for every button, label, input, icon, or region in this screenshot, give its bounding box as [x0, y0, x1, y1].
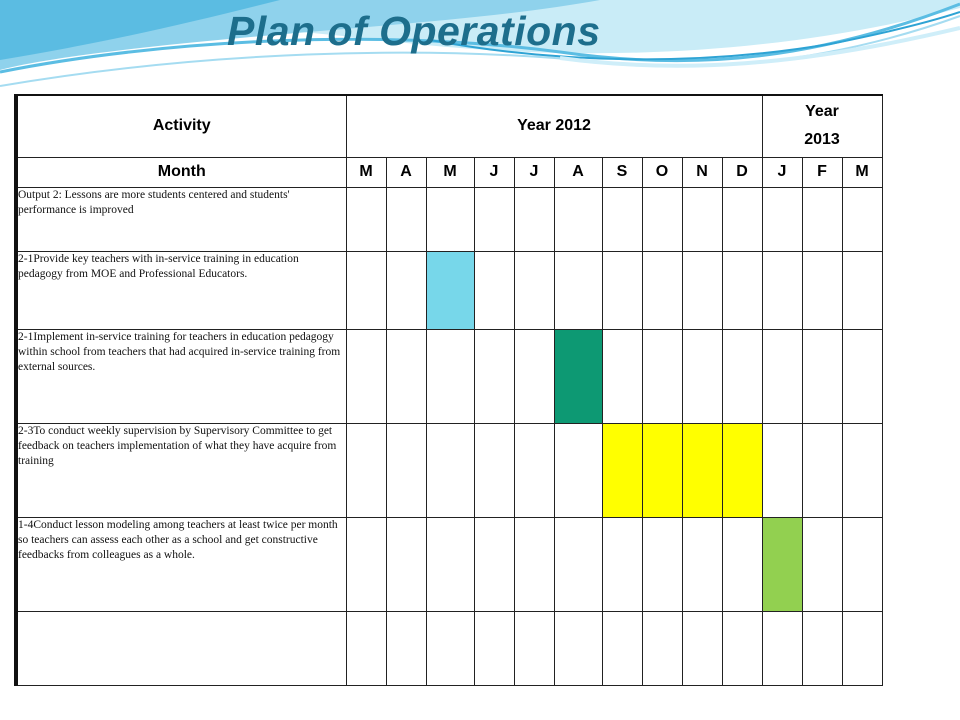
- month-cell: [346, 187, 386, 251]
- month-header-cell: M: [426, 157, 474, 187]
- month-cell: [554, 423, 602, 517]
- month-cell: [514, 423, 554, 517]
- month-header-cell: S: [602, 157, 642, 187]
- month-cell: [346, 517, 386, 611]
- month-cell: [514, 611, 554, 685]
- month-cell: [514, 251, 554, 329]
- scheduled-month-cell: [642, 423, 682, 517]
- scheduled-month-cell: [762, 517, 802, 611]
- month-header-cell: N: [682, 157, 722, 187]
- month-cell: [426, 611, 474, 685]
- month-cell: [554, 251, 602, 329]
- page-title: Plan of Operations: [227, 8, 601, 54]
- month-cell: [802, 187, 842, 251]
- activity-row: [16, 611, 882, 685]
- month-cell: [722, 251, 762, 329]
- month-cell: [554, 187, 602, 251]
- month-cell: [514, 187, 554, 251]
- month-cell: [842, 329, 882, 423]
- year-2013-label: Year: [805, 103, 839, 121]
- month-cell: [762, 329, 802, 423]
- scheduled-month-cell: [722, 423, 762, 517]
- month-cell: [642, 611, 682, 685]
- month-cell: [426, 517, 474, 611]
- month-cell: [602, 517, 642, 611]
- activity-cell: Output 2: Lessons are more students centered and students' performance is improved: [16, 187, 346, 251]
- plan-body: [16, 187, 882, 685]
- month-cell: [426, 329, 474, 423]
- year-2013-header: [762, 95, 882, 157]
- month-cell: [682, 611, 722, 685]
- month-cell: [386, 187, 426, 251]
- month-cell: [474, 251, 514, 329]
- month-cell: [842, 611, 882, 685]
- activity-cell: 2-1Implement in-service training for teachers in education pedagogy within school from teachers that had acquired in-service training from external sources.: [16, 329, 346, 423]
- month-header-cell: A: [386, 157, 426, 187]
- year-2013-value: 2013: [804, 131, 840, 149]
- year-header-row: [16, 95, 882, 157]
- year-2012-header: Year 2012: [346, 95, 762, 157]
- month-header-cell: J: [474, 157, 514, 187]
- month-cell: [682, 329, 722, 423]
- month-cell: [762, 187, 802, 251]
- scheduled-month-cell: [426, 251, 474, 329]
- month-cell: [554, 611, 602, 685]
- month-cell: [386, 517, 426, 611]
- month-header-cell: J: [514, 157, 554, 187]
- activity-row: [16, 187, 882, 251]
- month-cell: [346, 329, 386, 423]
- activity-cell: 2-1Provide key teachers with in-service training in education pedagogy from MOE and Professional Educators.: [16, 251, 346, 329]
- month-header-row: [16, 157, 882, 187]
- activity-row: [16, 517, 882, 611]
- activity-row: [16, 329, 882, 423]
- month-cell: [474, 611, 514, 685]
- month-cell: [682, 517, 722, 611]
- month-cell: [842, 517, 882, 611]
- month-cell: [426, 187, 474, 251]
- plan-table: [14, 94, 883, 686]
- month-cell: [842, 423, 882, 517]
- month-cell: [346, 251, 386, 329]
- scheduled-month-cell: [602, 423, 642, 517]
- activity-row: [16, 251, 882, 329]
- month-cell: [474, 423, 514, 517]
- month-cell: [554, 517, 602, 611]
- month-cell: [762, 611, 802, 685]
- month-cell: [722, 329, 762, 423]
- month-header-cell: M: [842, 157, 882, 187]
- activity-row: [16, 423, 882, 517]
- month-cell: [802, 251, 842, 329]
- month-cell: [602, 329, 642, 423]
- month-cell: [642, 329, 682, 423]
- month-cell: [386, 423, 426, 517]
- month-cell: [762, 423, 802, 517]
- month-cell: [514, 329, 554, 423]
- month-header-cell: J: [762, 157, 802, 187]
- month-cell: [602, 611, 642, 685]
- activity-cell: 2-3To conduct weekly supervision by Supervisory Committee to get feedback on teachers implementation of what they have acquire from training: [16, 423, 346, 517]
- month-cell: [722, 187, 762, 251]
- month-cell: [802, 517, 842, 611]
- month-cell: [514, 517, 554, 611]
- month-cell: [802, 329, 842, 423]
- month-cell: [386, 251, 426, 329]
- month-cell: [802, 611, 842, 685]
- activity-cell: 1-4Conduct lesson modeling among teachers at least twice per month so teachers can assess each other as a school and get constructive feedbacks from colleagues as a whole.: [16, 517, 346, 611]
- month-cell: [346, 423, 386, 517]
- month-cell: [386, 329, 426, 423]
- month-cell: [842, 187, 882, 251]
- month-header-cell: O: [642, 157, 682, 187]
- month-cell: [642, 517, 682, 611]
- month-cell: [474, 329, 514, 423]
- month-header-cell: D: [722, 157, 762, 187]
- scheduled-month-cell: [554, 329, 602, 423]
- month-cell: [722, 517, 762, 611]
- month-cell: [474, 187, 514, 251]
- month-header: Month: [16, 157, 346, 187]
- scheduled-month-cell: [682, 423, 722, 517]
- month-cell: [682, 187, 722, 251]
- month-cell: [682, 251, 722, 329]
- month-header-cell: A: [554, 157, 602, 187]
- month-cell: [386, 611, 426, 685]
- activity-cell: [16, 611, 346, 685]
- month-cell: [642, 187, 682, 251]
- month-cell: [426, 423, 474, 517]
- month-cell: [346, 611, 386, 685]
- month-cell: [842, 251, 882, 329]
- month-cell: [722, 611, 762, 685]
- month-header-cell: M: [346, 157, 386, 187]
- month-cell: [802, 423, 842, 517]
- activity-header: Activity: [16, 95, 346, 157]
- month-cell: [642, 251, 682, 329]
- month-cell: [474, 517, 514, 611]
- month-cell: [602, 251, 642, 329]
- month-cell: [762, 251, 802, 329]
- month-cell: [602, 187, 642, 251]
- month-header-cell: F: [802, 157, 842, 187]
